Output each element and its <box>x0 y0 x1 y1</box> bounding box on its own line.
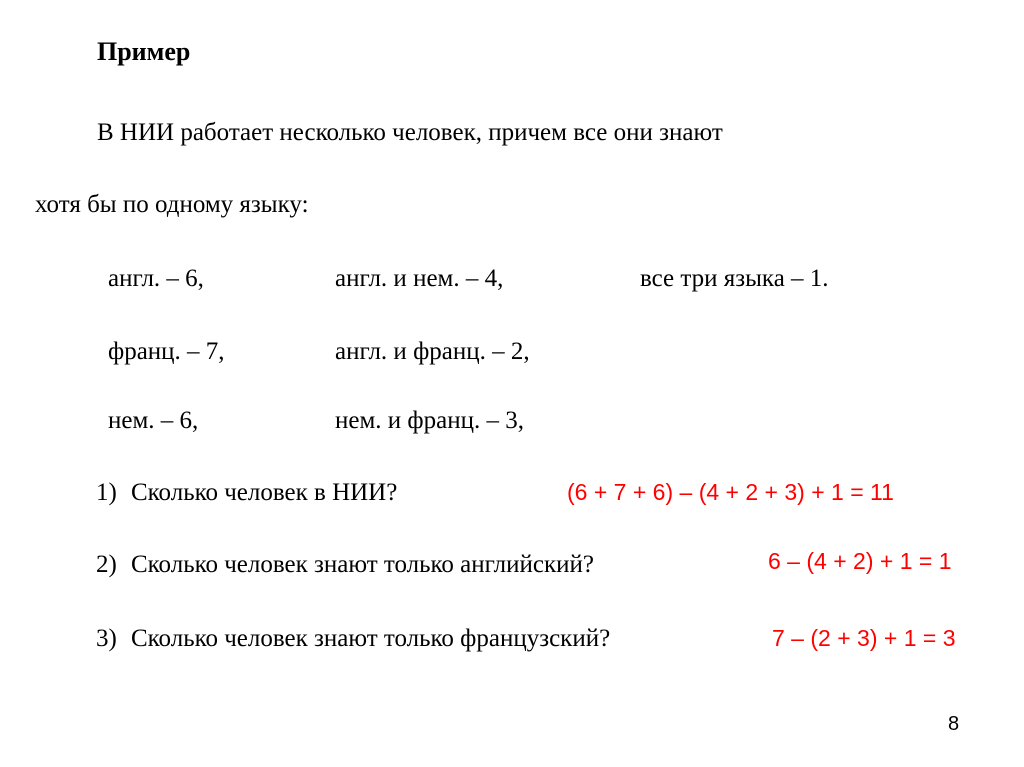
stat-german-french: нем. и франц. – 3, <box>335 407 524 434</box>
question-number: 1) <box>96 479 117 506</box>
question-number: 3) <box>96 625 117 652</box>
stat-all-three: все три языка – 1. <box>640 265 829 292</box>
intro-line-1: В НИИ работает несколько человек, причем все они знают <box>97 119 723 146</box>
question-number: 2) <box>96 551 117 578</box>
answer-formula: (6 + 7 + 6) – (4 + 2 + 3) + 1 = 11 <box>567 479 894 505</box>
answer-formula: 6 – (4 + 2) + 1 = 1 <box>768 548 952 574</box>
stat-english-german: англ. и нем. – 4, <box>335 265 504 292</box>
answer-formula: 7 – (2 + 3) + 1 = 3 <box>772 625 956 651</box>
stat-english-french: англ. и франц. – 2, <box>335 338 530 365</box>
stat-english: англ. – 6, <box>108 265 204 292</box>
stat-german: нем. – 6, <box>108 407 199 434</box>
question-text: Сколько человек в НИИ? <box>131 479 398 506</box>
intro-line-2: хотя бы по одному языку: <box>35 191 309 218</box>
stat-french: франц. – 7, <box>108 338 225 365</box>
slide-title: Пример <box>97 37 191 66</box>
question-text: Сколько человек знают только английский? <box>131 551 594 578</box>
question-text: Сколько человек знают только французский? <box>131 625 611 652</box>
page-number: 8 <box>948 713 960 735</box>
